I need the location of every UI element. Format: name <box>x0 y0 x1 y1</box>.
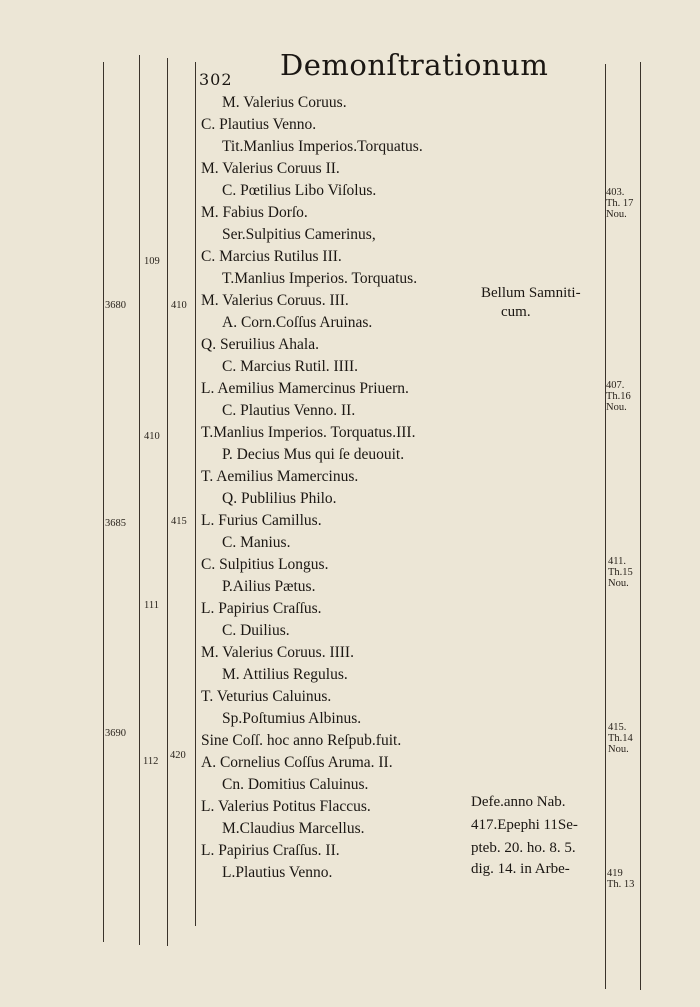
consul-line: L. Aemilius Mamercinus Priuern. <box>201 380 409 397</box>
consul-line: Q. Seruilius Ahala. <box>201 336 319 353</box>
olympiad-number: 112 <box>143 756 159 767</box>
olympiad-number: 410 <box>144 431 160 442</box>
consul-line: L. Valerius Potitus Flaccus. <box>201 798 371 815</box>
rule-left-4 <box>195 62 196 926</box>
world-year: 3685 <box>105 518 126 529</box>
note-eclipse-line: pteb. 20. ho. 8. 5. <box>471 840 576 856</box>
consul-line: T.Manlius Imperios. Torquatus. <box>222 270 418 287</box>
consul-line: Cn. Domitius Caluinus. <box>222 776 369 793</box>
world-year: 3680 <box>105 300 126 311</box>
consul-line: L. Furius Camillus. <box>201 512 322 529</box>
astro-entry <box>608 556 633 589</box>
world-year: 3690 <box>105 728 126 739</box>
consul-line: Tit.Manlius Imperios.Torquatus. <box>222 138 423 155</box>
note-eclipse-line: Defe.anno Nab. <box>471 794 566 810</box>
consul-line: T. Aemilius Mamercinus. <box>201 468 359 485</box>
astro-year: 411. <box>608 556 626 567</box>
astro-day: Th. 17 <box>606 198 634 209</box>
astro-month: Nou. <box>606 402 627 413</box>
astro-day: Th. 13 <box>607 879 635 890</box>
consul-line: Sine Coſſ. hoc anno Reſpub.fuit. <box>201 732 402 749</box>
note-bellum-line: cum. <box>501 304 531 320</box>
consul-line: P. Decius Mus qui ſe deuouit. <box>222 446 405 463</box>
olympiad-number: 111 <box>144 600 159 611</box>
consul-line: L.Plautius Venno. <box>222 864 333 881</box>
astro-entry <box>606 187 633 220</box>
page-title: Demonſtrationum <box>280 48 549 82</box>
consul-line: M. Fabius Dorſo. <box>201 204 308 221</box>
astro-entry <box>608 722 633 755</box>
consul-line: A. Cornelius Coſſus Aruma. II. <box>201 754 393 771</box>
rule-left-2 <box>139 55 140 945</box>
astro-month: Nou. <box>608 578 629 589</box>
consul-line: A. Corn.Coſſus Aruinas. <box>222 314 373 331</box>
consul-line: M. Attilius Regulus. <box>222 666 348 683</box>
astro-day: Th.15 <box>608 567 633 578</box>
rule-left-3 <box>167 58 168 946</box>
astro-month: Nou. <box>608 744 629 755</box>
consul-line: M.Claudius Marcellus. <box>222 820 365 837</box>
consul-line: T.Manlius Imperios. Torquatus.III. <box>201 424 416 441</box>
city-year: 415 <box>171 516 187 527</box>
astro-entry <box>606 380 631 413</box>
consul-line: Ser.Sulpitius Camerinus, <box>222 226 376 243</box>
consul-line: P.Ailius Pætus. <box>222 578 316 595</box>
note-eclipse-line: dig. 14. in Arbe- <box>471 861 570 877</box>
consul-line: C. Plautius Venno. II. <box>222 402 356 419</box>
consul-line: Q. Publilius Philo. <box>222 490 337 507</box>
astro-year: 419 <box>607 868 623 879</box>
consul-line: C. Sulpitius Longus. <box>201 556 329 573</box>
city-year: 410 <box>171 300 187 311</box>
astro-day: Th.14 <box>608 733 633 744</box>
astro-day: Th.16 <box>606 391 631 402</box>
astro-entry <box>607 868 634 890</box>
consul-line: T. Veturius Caluinus. <box>201 688 332 705</box>
consul-line: M. Valerius Coruus. IIII. <box>201 644 354 661</box>
rule-right-2 <box>640 62 641 990</box>
consul-line: Sp.Poſtumius Albinus. <box>222 710 362 727</box>
consul-line: C. Manius. <box>222 534 291 551</box>
city-year: 420 <box>170 750 186 761</box>
note-eclipse-line: 417.Epephi 11Se- <box>471 817 578 833</box>
consul-line: C. Marcius Rutil. IIII. <box>222 358 359 375</box>
consul-line: C. Duilius. <box>222 622 290 639</box>
astro-month: Nou. <box>606 209 627 220</box>
astro-year: 403. <box>606 187 625 198</box>
consul-line: M. Valerius Coruus II. <box>201 160 340 177</box>
consul-line: M. Valerius Coruus. III. <box>201 292 349 309</box>
page-number: 302 <box>199 70 233 89</box>
rule-left-1 <box>103 62 104 942</box>
astro-year: 415. <box>608 722 627 733</box>
olympiad-number: 109 <box>144 256 160 267</box>
consul-line: C. Pœtilius Libo Viſolus. <box>222 182 377 199</box>
astro-year: 407. <box>606 380 625 391</box>
consul-line: C. Marcius Rutilus III. <box>201 248 342 265</box>
consul-line: M. Valerius Coruus. <box>222 94 347 111</box>
consul-line: L. Papirius Craſſus. II. <box>201 842 340 859</box>
consul-line: L. Papirius Craſſus. <box>201 600 322 617</box>
consul-line: C. Plautius Venno. <box>201 116 317 133</box>
note-bellum-line: Bellum Samniti- <box>481 285 581 301</box>
